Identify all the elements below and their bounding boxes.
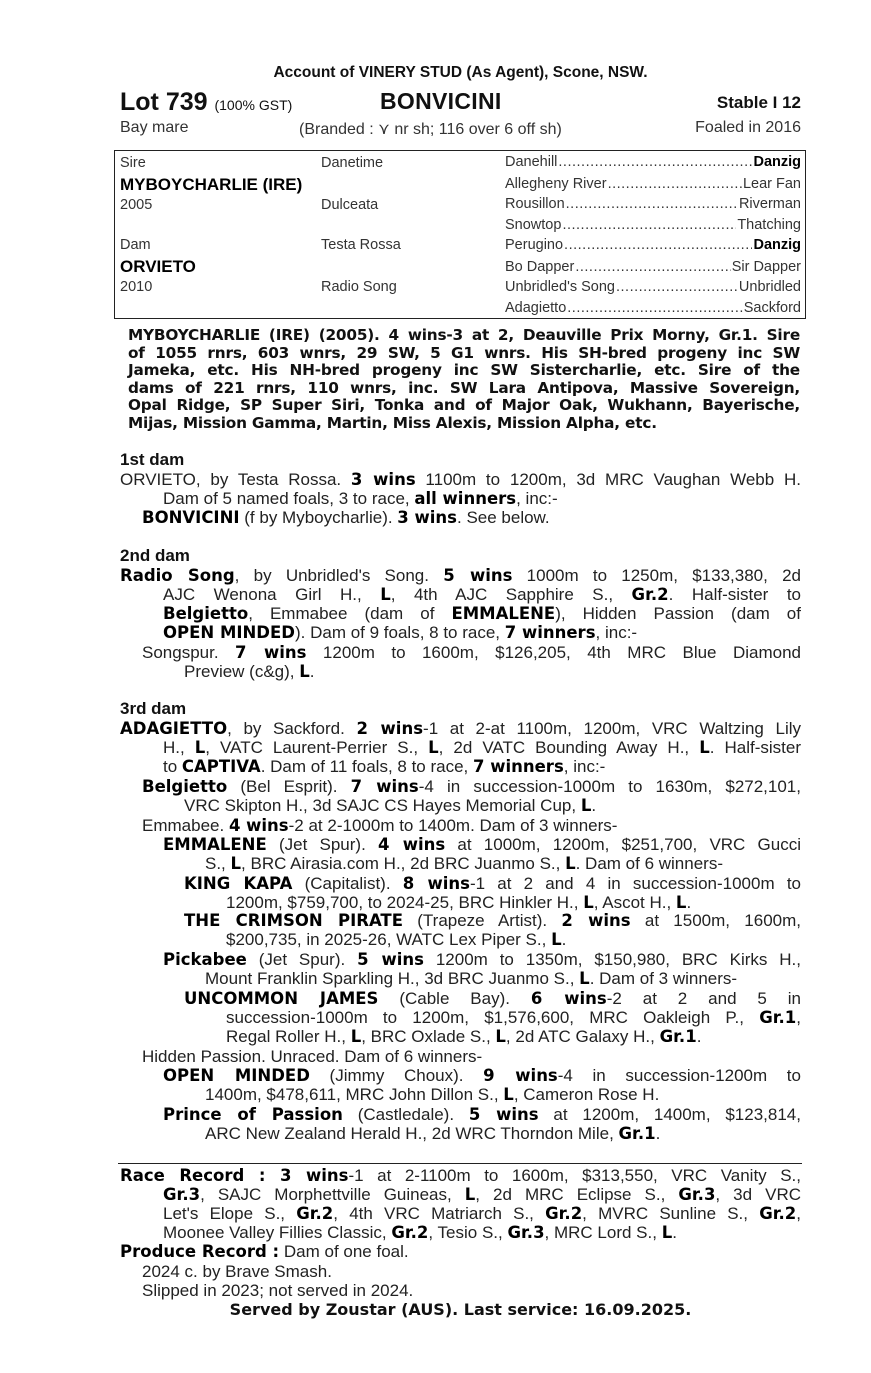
body-line: Race Record : 3 wins-1 at 2-1100m to 1600m, $313,550, VRC Vanity S.,	[120, 1166, 801, 1185]
sire-summary-line: Jameka, etc. His NH-bred progeny inc SW Sistercharlie, etc. Sire of the	[128, 361, 800, 380]
lot-label: Lot 739	[120, 88, 208, 116]
ancestor-row	[505, 237, 801, 253]
dam-label: Dam	[120, 237, 151, 253]
ancestor-sire: Lear Fan	[742, 176, 801, 192]
body-line: ADAGIETTO, by Sackford. 2 wins-1 at 2-at 1100m, 1200m, VRC Waltzing Lily	[120, 719, 801, 738]
dam-year: 2010	[120, 279, 153, 295]
horse-sex: Bay mare	[120, 119, 189, 136]
body-line: KING KAPA (Capitalist). 8 wins-1 at 2 and 4 in succession-1000m to	[184, 874, 801, 893]
brand-note: (Branded : ⋎ nr sh; 116 over 6 off sh)	[299, 121, 562, 138]
dam-sire: Testa Rossa	[321, 237, 401, 253]
body-line: ARC New Zealand Herald H., 2d WRC Thorndon Mile, Gr.1.	[205, 1124, 661, 1143]
body-line: THE CRIMSON PIRATE (Trapeze Artist). 2 wins at 1500m, 1600m,	[184, 911, 801, 930]
leader-dots	[567, 300, 742, 316]
body-line: OPEN MINDED (Jimmy Choux). 9 wins-4 in succession-1200m to	[163, 1066, 801, 1085]
ancestor-name: Snowtop	[505, 217, 562, 233]
body-line: Mount Franklin Sparkling H., 3d BRC Juanmo S., L. Dam of 3 winners-	[205, 969, 738, 988]
body-line: 2024 c. by Brave Smash.	[142, 1262, 332, 1281]
body-line: Slipped in 2023; not served in 2024.	[142, 1281, 414, 1300]
sire-summary-line: dams of 221 rnrs, 110 wnrs, inc. SW Lara Antipova, Massive Sovereign,	[128, 378, 800, 397]
ancestor-sire: Sackford	[743, 300, 801, 316]
body-line: Moonee Valley Fillies Classic, Gr.2, Tesio S., Gr.3, MRC Lord S., L.	[163, 1223, 677, 1242]
ancestor-sire: Thatching	[737, 217, 801, 233]
body-line: Emmabee. 4 wins-2 at 2-1000m to 1400m. Dam of 3 winners-	[142, 816, 618, 835]
section-divider	[118, 1163, 802, 1164]
body-line: Produce Record : Dam of one foal.	[120, 1242, 409, 1261]
body-line: 1200m, $759,700, to 2024-25, BRC Hinkler H., L, Ascot H., L.	[226, 893, 692, 912]
body-line: VRC Skipton H., 3d SAJC CS Hayes Memorial Cup, L.	[184, 796, 597, 815]
ancestor-name: Adagietto	[505, 300, 567, 316]
body-line: AJC Wenona Girl H., L, 4th AJC Sapphire S., Gr.2. Half-sister to	[163, 585, 802, 604]
leader-dots	[562, 217, 736, 233]
ancestor-row	[505, 300, 801, 316]
body-line: Let's Elope S., Gr.2, 4th VRC Matriarch S., Gr.2, MVRC Sunline S., Gr.2,	[163, 1204, 801, 1223]
body-line: OPEN MINDED). Dam of 9 foals, 8 to race, 7 winners, inc:-	[163, 623, 638, 642]
lot-number	[120, 88, 292, 117]
ancestor-row	[505, 196, 801, 212]
sire-summary-line: of 1055 rnrs, 603 wnrs, 29 SW, 5 G1 wnrs. His SH-bred progeny inc SW	[128, 343, 800, 362]
body-line: Dam of 5 named foals, 3 to race, all winners, inc:-	[163, 489, 558, 508]
ancestor-row	[505, 279, 801, 295]
ancestor-row	[505, 154, 801, 170]
body-line: UNCOMMON JAMES (Cable Bay). 6 wins-2 at 2 and 5 in	[184, 989, 801, 1008]
ancestor-row	[505, 259, 801, 275]
body-line: Belgietto, Emmabee (dam of EMMALENE), Hidden Passion (dam of	[163, 604, 801, 623]
foaled-year: Foaled in 2016	[695, 119, 801, 136]
first-dam-heading: 1st dam	[120, 450, 185, 469]
sire-summary-line: Opal Ridge, SP Super Siri, Tonka and of Major Oak, Wukhann, Bayerische,	[128, 396, 800, 415]
sire-name: MYBOYCHARLIE (IRE)	[120, 175, 303, 194]
sire-year: 2005	[120, 197, 153, 213]
third-dam-heading: 3rd dam	[120, 699, 187, 718]
leader-dots	[558, 154, 752, 170]
ancestor-sire: Danzig	[753, 154, 801, 170]
body-line: Prince of Passion (Castledale). 5 wins at 1200m, 1400m, $123,814,	[163, 1105, 801, 1124]
dam-dam: Radio Song	[321, 279, 397, 295]
body-line: $200,735, in 2025-26, WATC Lex Piper S., L.	[226, 930, 567, 949]
body-line: ORVIETO, by Testa Rossa. 3 wins 1100m to 1200m, 3d MRC Vaughan Webb H.	[120, 470, 801, 489]
ancestor-sire: Riverman	[738, 196, 801, 212]
body-line: Pickabee (Jet Spur). 5 wins 1200m to 1350m, $150,980, BRC Kirks H.,	[163, 950, 801, 969]
leader-dots	[616, 279, 738, 295]
stable-location: Stable I 12	[716, 93, 801, 112]
ancestor-name: Unbridled's Song	[505, 279, 615, 295]
body-line: H., L, VATC Laurent-Perrier S., L, 2d VATC Bounding Away H., L. Half-sister	[163, 738, 801, 757]
horse-name: BONVICINI	[380, 88, 502, 114]
leader-dots	[608, 176, 742, 192]
ancestor-name: Bo Dapper	[505, 259, 575, 275]
vendor-line: Account of VINERY STUD (As Agent), Scone, NSW.	[273, 64, 648, 81]
body-line: S., L, BRC Airasia.com H., 2d BRC Juanmo S., L. Dam of 6 winners-	[205, 854, 723, 873]
ancestor-name: Rousillon	[505, 196, 565, 212]
sire-summary	[128, 327, 800, 433]
sire-sire: Danetime	[321, 155, 384, 171]
second-dam-heading: 2nd dam	[120, 546, 190, 565]
served-note: Served by Zoustar (AUS). Last service: 16.09.2025.	[229, 1300, 692, 1319]
gst-note: (100% GST)	[214, 97, 293, 113]
ancestor-name: Perugino	[505, 237, 564, 253]
ancestor-name: Allegheny River	[505, 176, 607, 192]
body-line: to CAPTIVA. Dam of 11 foals, 8 to race, 7 winners, inc:-	[163, 757, 606, 776]
ancestor-name: Danehill	[505, 154, 558, 170]
ancestor-sire: Sir Dapper	[731, 259, 801, 275]
body-line: Belgietto (Bel Esprit). 7 wins-4 in succession-1000m to 1630m, $272,101,	[142, 777, 801, 796]
body-line: Hidden Passion. Unraced. Dam of 6 winners-	[142, 1047, 483, 1066]
leader-dots	[575, 259, 730, 275]
leader-dots	[564, 237, 752, 253]
pedigree-box	[114, 150, 806, 319]
body-line: 1400m, $478,611, MRC John Dillon S., L, Cameron Rose H.	[205, 1085, 660, 1104]
body-line: Gr.3, SAJC Morphettville Guineas, L, 2d MRC Eclipse S., Gr.3, 3d VRC	[163, 1185, 801, 1204]
body-line: succession-1000m to 1200m, $1,576,600, MRC Oakleigh P., Gr.1,	[226, 1008, 801, 1027]
ancestor-row	[505, 217, 801, 233]
ancestor-row	[505, 176, 801, 192]
ancestor-sire: Unbridled	[738, 279, 801, 295]
body-line: Radio Song, by Unbridled's Song. 5 wins 1000m to 1250m, $133,380, 2d	[120, 566, 801, 585]
body-line: Regal Roller H., L, BRC Oxlade S., L, 2d ATC Galaxy H., Gr.1.	[226, 1027, 702, 1046]
dam-name: ORVIETO	[120, 257, 196, 276]
sire-label: Sire	[120, 155, 146, 171]
sire-summary-line: MYBOYCHARLIE (IRE) (2005). 4 wins-3 at 2, Deauville Prix Morny, Gr.1. Sire	[128, 326, 800, 344]
sire-dam: Dulceata	[321, 197, 379, 213]
body-line: EMMALENE (Jet Spur). 4 wins at 1000m, 1200m, $251,700, VRC Gucci	[163, 835, 801, 854]
body-line: BONVICINI (f by Myboycharlie). 3 wins. See below.	[142, 508, 550, 527]
leader-dots	[566, 196, 738, 212]
body-line: Songspur. 7 wins 1200m to 1600m, $126,205, 4th MRC Blue Diamond	[142, 643, 801, 662]
ancestor-sire: Danzig	[753, 237, 801, 253]
sire-summary-line: Mijas, Mission Gamma, Martin, Miss Alexis, Mission Alpha, etc.	[128, 413, 657, 432]
body-line: Preview (c&g), L.	[184, 662, 315, 681]
